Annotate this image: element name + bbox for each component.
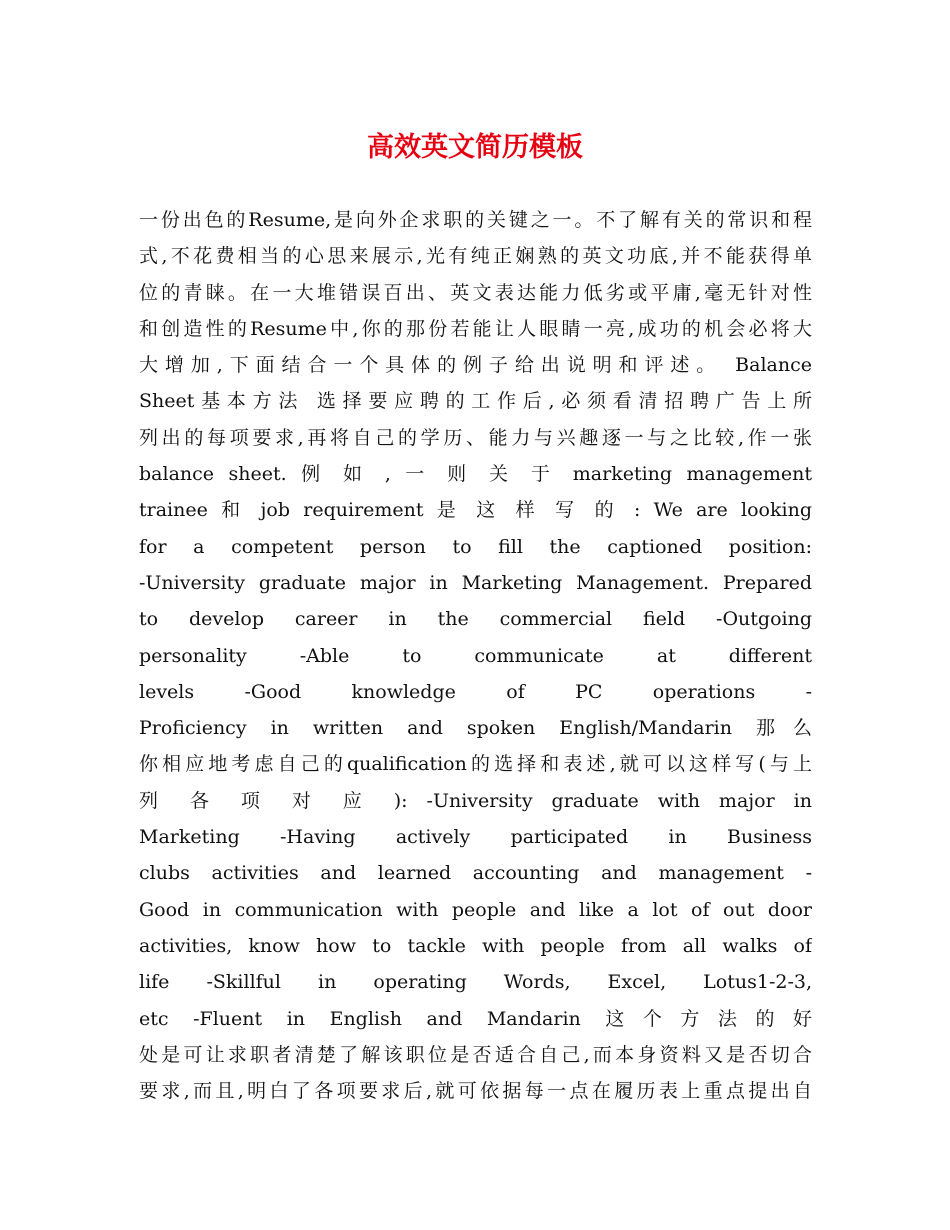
body-line: activities, know how to tackle with people from all walks of (139, 934, 812, 957)
body-line: Proficiency in written and spoken English/Mandarin 那么 (139, 717, 812, 740)
body-line: 你相应地考虑自己的qualification的选择和表述,就可以这样写(与上 (139, 753, 812, 776)
document-title: 高效英文简历模板 (367, 132, 583, 163)
body-line: trainee 和 job requirement 是 这 样 写 的 : We are looking (139, 499, 812, 522)
body-line: 列 各 项 对 应 ): -University graduate with major in (139, 789, 812, 812)
body-line: etc -Fluent in English and Mandarin 这个方法的好 (139, 1007, 812, 1030)
body-line: 一份出色的Resume,是向外企求职的关键之一。不了解有关的常识和程 (139, 209, 812, 231)
body-line: Marketing -Having actively participated in Business (139, 826, 812, 849)
body-line: 和创造性的Resume中,你的那份若能让人眼睛一亮,成功的机会必将大 (139, 317, 812, 340)
body-line: 式,不花费相当的心思来展示,光有纯正娴熟的英文功底,并不能获得单 (139, 245, 812, 268)
body-line: clubs activities and learned accounting and management - (139, 862, 812, 885)
body-line: 位的青睐。在一大堆错误百出、英文表达能力低劣或平庸,毫无针对性 (139, 281, 812, 304)
body-line: 要求,而且,明白了各项要求后,就可依据每一点在履历表上重点提出自 (139, 1080, 812, 1103)
body-line: Sheet基本方法 选择要应聘的工作后,必须看清招聘广告上所 (139, 390, 812, 413)
body-line: levels -Good knowledge of PC operations - (139, 680, 812, 703)
body-line: personality -Able to communicate at different (139, 644, 812, 667)
body-line: 大增加,下面结合一个具体的例子给出说明和评述。 Balance (139, 354, 812, 377)
body-line: balance sheet. 例 如 , 一 则 关 于 marketing management (139, 463, 812, 486)
body-paragraph (139, 202, 812, 1109)
body-line: to develop career in the commercial field -Outgoing (139, 608, 812, 631)
body-line: Good in communication with people and like a lot of out door (139, 898, 812, 921)
body-line: 列出的每项要求,再将自己的学历、能力与兴趣逐一与之比较,作一张 (139, 426, 812, 449)
body-line: 处是可让求职者清楚了解该职位是否适合自己,而本身资料又是否切合 (139, 1043, 812, 1066)
body-line: for a competent person to fill the captioned position: (139, 535, 812, 558)
body-line: -University graduate major in Marketing Management. Prepared (139, 571, 812, 594)
body-line: life -Skillful in operating Words, Excel, Lotus1-2-3, (139, 971, 812, 994)
